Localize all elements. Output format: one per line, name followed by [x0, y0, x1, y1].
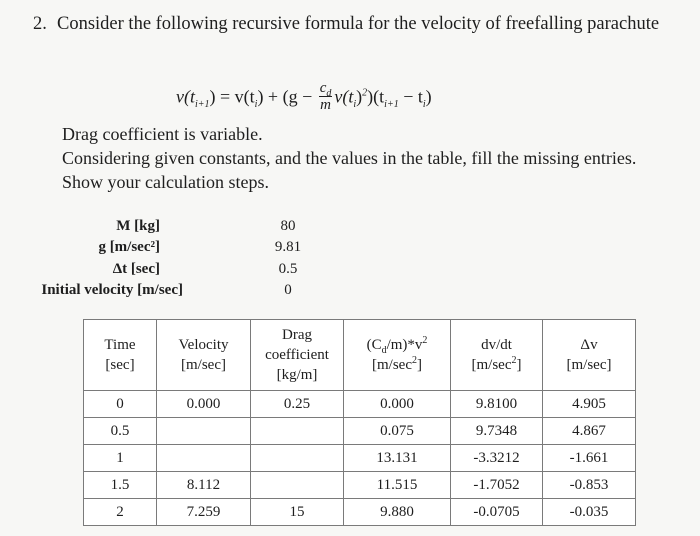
table-row: [84, 445, 636, 472]
cell-cdm: 13.131: [344, 445, 451, 472]
formula-i-sub: i: [254, 99, 258, 111]
cell-time: 1.5: [84, 472, 157, 499]
cell-cdm: 0.075: [344, 418, 451, 445]
cell-dvdt: -1.7052: [451, 472, 543, 499]
formula-after-frac: v(t: [334, 86, 354, 107]
const-value-delta-t: 0.5: [278, 261, 298, 277]
table-row: [84, 472, 636, 499]
const-value-mass: 80: [280, 218, 296, 234]
cell-drag: 0.25: [251, 391, 344, 418]
formula-i-sub-2: i: [353, 99, 357, 111]
formula-tail-sub1: i+1: [384, 99, 399, 111]
cell-velocity: [157, 445, 251, 472]
question-number: 2.: [33, 14, 47, 34]
frac-numerator-sub: d: [326, 88, 332, 99]
cell-dvdt: 9.8100: [451, 391, 543, 418]
cell-cdm: 9.880: [344, 499, 451, 526]
formula-tail-sub2: i: [422, 99, 426, 111]
formula-mid: ) + (g −: [257, 86, 313, 107]
header-delta-v: Δv [m/sec]: [543, 320, 636, 391]
cell-cdm: 11.515: [344, 472, 451, 499]
frac-numerator: c: [319, 80, 327, 96]
const-label-delta-t: Δt [sec]: [112, 261, 160, 277]
header-drag-coefficient: Drag coefficient [kg/m]: [251, 320, 344, 391]
table-row: [84, 391, 636, 418]
frac-denominator: m: [320, 97, 331, 113]
formula-sq-exp: 2: [362, 87, 368, 99]
header-dv-dt: dv/dt $[m/\sec^2]$: [451, 320, 543, 391]
cell-velocity: 8.112: [157, 472, 251, 499]
cell-velocity: 0.000: [157, 391, 251, 418]
formula-lhs-end: ) = v(t: [209, 86, 255, 107]
const-label-mass: M [kg]: [116, 218, 160, 234]
cell-drag: [251, 418, 344, 445]
cell-dvdt: -3.3212: [451, 445, 543, 472]
formula-fraction: [319, 80, 333, 113]
header-time: Time [sec]: [84, 320, 157, 391]
table-row: [84, 418, 636, 445]
const-value-gravity: 9.81: [274, 239, 302, 255]
question-text: Consider the following recursive formula for the velocity of freefalling parachute: [57, 14, 660, 34]
cell-dv: -0.035: [543, 499, 636, 526]
cell-time: 2: [84, 499, 157, 526]
formula-tail-close: ): [425, 86, 432, 107]
formula-sq: ): [356, 86, 363, 107]
cell-velocity: 7.259: [157, 499, 251, 526]
cell-dvdt: -0.0705: [451, 499, 543, 526]
cell-cdm: 0.000: [344, 391, 451, 418]
cell-time: 0.5: [84, 418, 157, 445]
cell-velocity: [157, 418, 251, 445]
formula-tail-open: )(t: [367, 86, 385, 107]
cell-drag: [251, 445, 344, 472]
cell-dvdt: 9.7348: [451, 418, 543, 445]
cell-dv: -0.853: [543, 472, 636, 499]
formula-lhs-sub: i+1: [194, 99, 210, 111]
cell-dv: 4.867: [543, 418, 636, 445]
cell-drag: [251, 472, 344, 499]
const-label-initial-velocity: Initial velocity [m/sec]: [41, 282, 183, 298]
instruction-line-2: Considering given constants, and the values in the table, fill the missing entries. Show your calculation steps.: [62, 148, 637, 192]
cell-time: 0: [84, 391, 157, 418]
instruction-line-1: Drag coefficient is variable.: [62, 124, 263, 144]
table-row: [84, 499, 636, 526]
const-value-initial-velocity: 0: [284, 282, 292, 298]
formula-lhs: v(t: [176, 86, 195, 107]
header-velocity: Velocity [m/sec]: [157, 320, 251, 391]
cell-time: 1: [84, 445, 157, 472]
velocity-formula: [176, 82, 432, 115]
cell-dv: 4.905: [543, 391, 636, 418]
formula-tail-minus: − t: [398, 86, 423, 107]
table-header-row: [84, 320, 636, 391]
question-heading: [33, 11, 673, 37]
cell-dv: -1.661: [543, 445, 636, 472]
const-label-gravity: g [m/sec²]: [98, 239, 160, 255]
cell-drag: 15: [251, 499, 344, 526]
velocity-table: [83, 319, 636, 526]
header-cd-over-m: $(C_d/m)*v^2$ $[m/\sec^2]$: [344, 320, 451, 391]
